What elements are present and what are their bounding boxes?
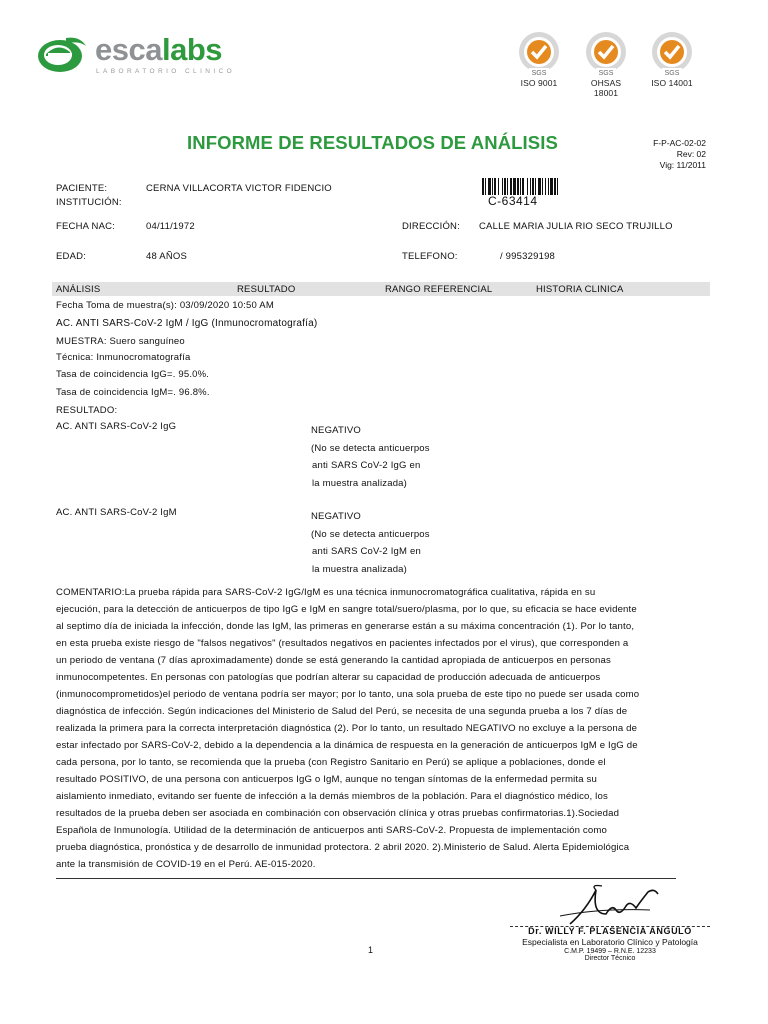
logo-word-main: esca <box>95 32 162 67</box>
address-label: DIRECCIÓN: <box>402 221 460 232</box>
handwritten-signature-icon <box>540 880 670 932</box>
comment-line: (inmunocomprometidos)el periodo de ventana podría ser mayor; por lo tanto, una sola prueba de este tipo no puede ser usada como <box>56 689 640 700</box>
cert-label: OHSAS 18001 <box>590 78 622 98</box>
result-igm-name: AC. ANTI SARS-CoV-2 IgM <box>56 507 177 518</box>
barcode-text: C-63414 <box>488 194 538 208</box>
comment-block <box>56 584 716 873</box>
sample-type: MUESTRA: Suero sanguíneo <box>56 336 185 347</box>
result-line: NEGATIVO <box>311 425 361 436</box>
age-value: 48 AÑOS <box>146 251 188 262</box>
result-line: la muestra analizada) <box>312 563 408 575</box>
comment-line: resultados de la prueba deben ser asociada en combinación con observación clínica y otras pruebas confirmatorias.1).Sociedad <box>56 808 620 819</box>
comment-line: inmunocompetentes. En personas con patologías que podrían alterar su capacidad de producción adecuada de anticuerpos <box>56 672 601 683</box>
result-igg-value <box>311 422 430 492</box>
comment-line: Española de Inmunología. Utilidad de la determinación de anticuerpos anti SARS-CoV-2. Propuesta de implementación como <box>56 825 607 836</box>
column-header-resultado: RESULTADO <box>237 284 296 295</box>
phone-value: / 995329198 <box>500 251 556 262</box>
column-header-analisis: ANÁLISIS <box>56 284 101 295</box>
column-header-historia: HISTORIA CLINICA <box>536 284 624 295</box>
seal-text: SGS <box>598 70 614 77</box>
igg-coincidence-rate: Tasa de coincidencia IgG=. 95.0%. <box>56 369 210 380</box>
certification-iso14001 <box>647 30 697 88</box>
result-line: la muestra analizada) <box>312 477 408 489</box>
result-igg-name: AC. ANTI SARS-CoV-2 IgG <box>56 421 177 432</box>
result-heading: RESULTADO: <box>56 405 118 416</box>
patient-name: CERNA VILLACORTA VICTOR FIDENCIO <box>146 183 332 194</box>
sgs-seal-icon <box>515 30 563 78</box>
age-label: EDAD: <box>56 251 87 262</box>
logo-wordmark <box>95 32 222 68</box>
seal-text: SGS <box>664 70 680 77</box>
form-code-block <box>620 138 706 171</box>
comment-line: diagnóstica de infección. Según indicaciones del Ministerio de Salud del Perú, se necesita de una segunda prueba a los 7 días de <box>56 706 628 717</box>
logo-subtitle: LABORATORIO CLINICO <box>96 68 236 75</box>
page-number: 1 <box>368 945 374 955</box>
logo-word-accent: labs <box>161 32 222 67</box>
patient-label: PACIENTE: <box>56 183 108 194</box>
signer-registration: C.M.P. 19499 – R.N.E. 12233 <box>564 948 656 955</box>
signer-specialty: Especialista en Laboratorio Clínico y Patología <box>522 937 698 947</box>
birthdate-label: FECHA NAC: <box>56 221 116 232</box>
comment-line: aislamiento inmediato, evitando ser fuente de infección a la demás miembros de la población. Para el diagnóstico médico, los <box>56 791 608 802</box>
escalabs-logo-icon <box>36 34 90 74</box>
test-name: AC. ANTI SARS-CoV-2 IgM / IgG (Inmunocromatografía) <box>56 318 318 329</box>
comment-line: realizada la primera para la correcta interpretación diagnóstica (2). Por lo tanto, un resultado NEGATIVO no excluye a la persona de <box>56 723 638 734</box>
comment-line: un periodo de ventana (7 días aproximadamente) donde se está generando la cantidad apropiada de anticuerpos en personas <box>56 655 611 666</box>
signer-role: Director Técnico <box>584 955 636 962</box>
divider <box>56 878 676 879</box>
comment-line: en esta prueba existe riesgo de "falsos negativos" (resultados negativos en pacientes infectados por el virus), que corresponden a <box>56 638 629 649</box>
signature-block <box>490 926 730 962</box>
certification-iso9001 <box>514 30 564 88</box>
institution-label: INSTITUCIÓN: <box>56 197 122 208</box>
form-validity: Vig: 11/2011 <box>659 160 706 170</box>
comment-line: ejecución, para la detección de anticuerpos de tipo IgG e IgM en sangre total/suero/plasma, por lo que, su eficacia se hace evidente <box>56 604 637 615</box>
result-line: NEGATIVO <box>311 511 361 522</box>
birthdate-value: 04/11/1972 <box>146 221 195 232</box>
seal-text: SGS <box>531 70 547 77</box>
comment-line: estar infectado por SARS-CoV-2, debido a la dependencia a la dinámica de respuesta en la generación de anticuerpos IgM e IgG de <box>56 740 638 751</box>
certification-ohsas18001 <box>581 30 631 98</box>
comment-line: prueba diagnóstica, pronóstica y de desarrollo de inmunidad protectora. 2 abril 2020. 2).Ministerio de Salud. Alerta Epidemiológica <box>56 842 630 853</box>
form-code: F-P-AC-02-02 <box>653 138 706 148</box>
phone-label: TELEFONO: <box>402 251 458 262</box>
result-line: anti SARS CoV-2 IgM en <box>312 546 421 557</box>
signer-name: Dr. WILLY F. PLASENCIA ANGULO <box>528 926 692 936</box>
barcode-icon <box>482 178 576 195</box>
comment-line: ante la transmisión de COVID-19 en el Perú. AE-015-2020. <box>56 859 316 870</box>
cert-label: ISO 14001 <box>651 78 693 88</box>
cert-label: ISO 9001 <box>520 78 558 88</box>
sgs-seal-icon <box>582 30 630 78</box>
address-value: CALLE MARIA JULIA RIO SECO TRUJILLO <box>479 221 673 232</box>
sgs-seal-icon <box>648 30 696 78</box>
result-igm-value <box>311 508 430 578</box>
comment-line: al septimo día de iniciada la infección, donde las IgM, las primeras en generarse están a su máxima concentración (1). Por lo tanto, <box>56 621 635 632</box>
igm-coincidence-rate: Tasa de coincidencia IgM=. 96.8%. <box>56 387 210 398</box>
result-line: anti SARS CoV-2 IgG en <box>312 460 421 471</box>
column-header-rango: RANGO REFERENCIAL <box>385 284 493 295</box>
result-line: (No se detecta anticuerpos <box>311 528 430 540</box>
sample-date: Fecha Toma de muestra(s): 03/09/2020 10:50 AM <box>56 300 274 311</box>
comment-line: resultado POSITIVO, de una persona con anticuerpos IgG o IgM, aunque no tengan síntomas de la enfermedad permita su <box>56 774 597 785</box>
report-title: INFORME DE RESULTADOS DE ANÁLISIS <box>187 132 558 153</box>
technique: Técnica: Inmunocromatografía <box>56 352 191 363</box>
comment-line: cada persona, por lo tanto, se recomienda que la prueba (con Registro Sanitario en Perú) se aplique a poblaciones, donde el <box>56 757 606 768</box>
comment-line: COMENTARIO:La prueba rápida para SARS-CoV-2 IgG/IgM es una técnica inmunocromatográfica cualitativa, rápida en su <box>56 587 596 598</box>
form-revision: Rev: 02 <box>676 149 706 159</box>
result-line: (No se detecta anticuerpos <box>311 442 430 454</box>
